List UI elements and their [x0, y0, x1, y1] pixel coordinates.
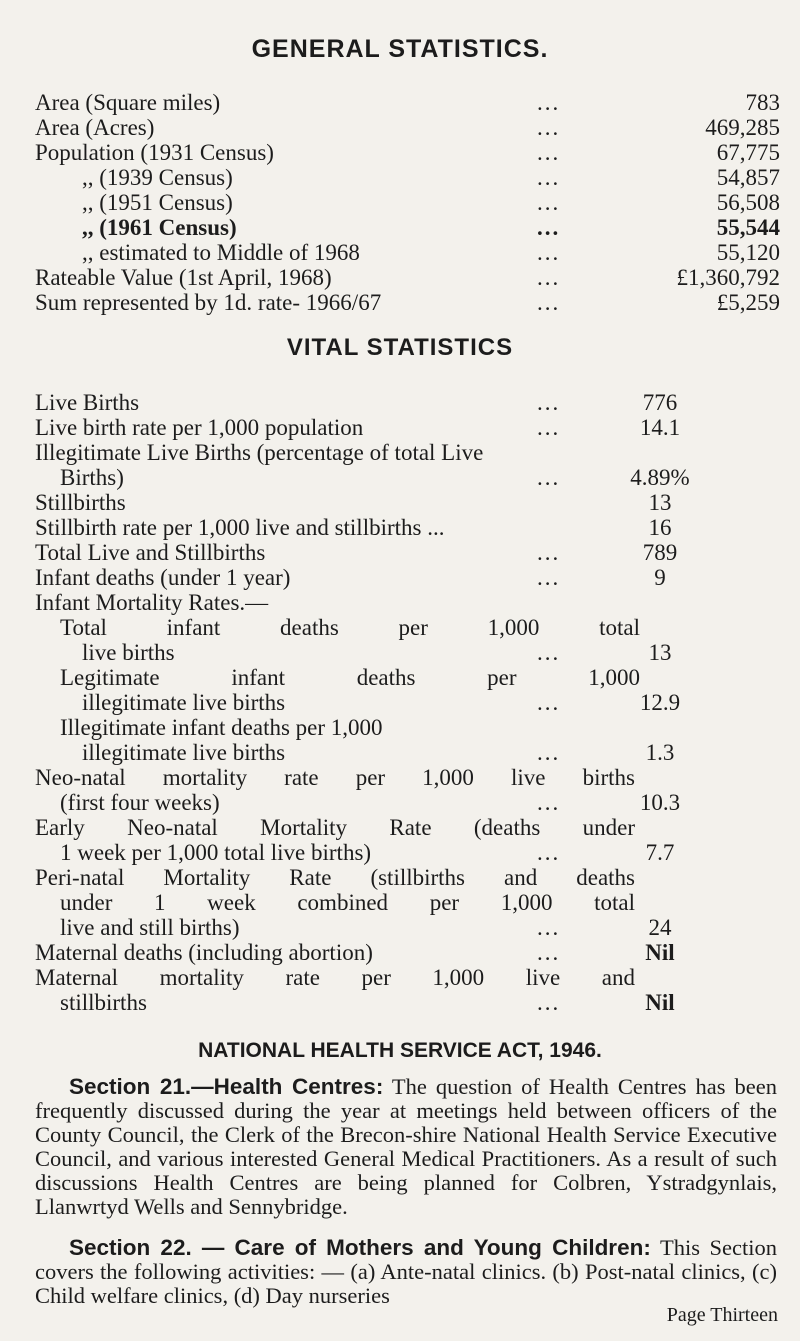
leader-dots: ... [537, 740, 561, 765]
stat-value: 1.3 [645, 740, 675, 765]
stat-row [0, 215, 800, 241]
leader-dots: ... [537, 90, 561, 115]
leader-dots: ... [537, 990, 561, 1015]
stat-label: Live Births [35, 390, 140, 415]
leader-dots: ... [537, 915, 561, 940]
leader-dots: ... [537, 165, 561, 190]
stat-row [0, 740, 800, 766]
stat-row [0, 640, 800, 666]
stat-value: 55,544 [716, 215, 780, 240]
stat-row [0, 690, 800, 716]
leader-dots: ... [537, 140, 561, 165]
stat-label: Rateable Value (1st April, 1968) [35, 265, 332, 290]
leader-dots: ... [537, 690, 561, 715]
stat-label: live births [82, 640, 175, 665]
stat-row [0, 390, 800, 416]
stat-row [0, 165, 800, 191]
stat-row [0, 715, 800, 741]
stat-row [0, 290, 800, 316]
stat-label: Legitimate infant deaths per 1,000 [60, 665, 640, 690]
stat-label: illegitimate live births [82, 690, 286, 715]
stat-row [0, 240, 800, 266]
stat-label: Area (Acres) [35, 115, 155, 140]
stat-label: (first four weeks) [60, 790, 220, 815]
stat-label: Stillbirth rate per 1,000 live and stillbirths ... [35, 515, 445, 540]
stat-value: Nil [645, 940, 675, 965]
stat-label: 1 week per 1,000 total live births) [60, 840, 372, 865]
stat-row [0, 915, 800, 941]
stat-value: £5,259 [716, 290, 780, 315]
stat-label: Population (1931 Census) [35, 140, 274, 165]
stat-value: 776 [642, 390, 678, 415]
leader-dots: ... [537, 640, 561, 665]
stat-value: 55,120 [716, 240, 780, 265]
stat-label: Neo-natal mortality rate per 1,000 live births [35, 765, 635, 790]
leader-dots: ... [537, 390, 561, 415]
stat-row [0, 790, 800, 816]
stat-row [0, 940, 800, 966]
stat-value: 67,775 [716, 140, 780, 165]
stat-label: Maternal mortality rate per 1,000 live and [35, 965, 635, 990]
stat-label: Births) [60, 465, 124, 490]
stat-row [0, 440, 800, 466]
section-22-title: Section 22. — Care of Mothers and Young Children: [69, 1234, 651, 1260]
stat-label: ,, (1961 Census) [82, 215, 237, 240]
stat-row [0, 565, 800, 591]
stat-label: Maternal deaths (including abortion) [35, 940, 373, 965]
section-21-text: The question of Health Centres has been frequently discussed during the year at meetings held between officers of the County Council, the Clerk of the Brecon-shire National Health Service Executive Council, and various interested General Medical Practitioners. As a result of such discussions Health Centres are being planned for Colbren, Ystradgynlais, Llanwrtyd Wells and Sennybridge. [35, 1073, 778, 1219]
leader-dots: ... [537, 115, 561, 140]
stat-value: 7.7 [645, 840, 675, 865]
stat-label: Infant Mortality Rates.— [35, 590, 269, 615]
stat-value: 56,508 [716, 190, 780, 215]
stat-value: 24 [648, 915, 672, 940]
stat-row [0, 590, 800, 616]
stat-row [0, 515, 800, 541]
stat-label: ,, (1939 Census) [82, 165, 233, 190]
stat-label: Illegitimate Live Births (percentage of total Live [35, 440, 484, 465]
leader-dots: ... [537, 540, 561, 565]
leader-dots: ... [537, 190, 561, 215]
vital-statistics-heading: VITAL STATISTICS [286, 334, 514, 361]
stat-label: Infant deaths (under 1 year) [35, 565, 291, 590]
stat-row [0, 115, 800, 141]
page-number: Page Thirteen [666, 1304, 778, 1326]
stat-label: Total infant deaths per 1,000 total [60, 615, 640, 640]
stat-label: Area (Square miles) [35, 90, 221, 115]
stat-row [0, 540, 800, 566]
stat-label: Total Live and Stillbirths [35, 540, 266, 565]
stat-row [0, 415, 800, 441]
stat-value: 10.3 [639, 790, 681, 815]
stat-label: Peri-natal Mortality Rate (stillbirths and deaths [35, 865, 635, 890]
stat-value: £1,360,792 [676, 265, 780, 290]
stat-label: Live birth rate per 1,000 population [35, 415, 364, 440]
stat-label: under 1 week combined per 1,000 total [60, 890, 635, 915]
stat-row [0, 140, 800, 166]
leader-dots: ... [537, 215, 561, 240]
stat-row [0, 815, 800, 841]
leader-dots: ... [537, 240, 561, 265]
leader-dots: ... [537, 940, 561, 965]
stat-row [0, 615, 800, 641]
stat-label: Early Neo-natal Mortality Rate (deaths under [35, 815, 635, 840]
stat-label: illegitimate live births [82, 740, 286, 765]
stat-label: live and still births) [60, 915, 240, 940]
stat-label: stillbirths [60, 990, 147, 1015]
stat-value: 9 [654, 565, 666, 590]
stat-value: 16 [648, 515, 672, 540]
stat-label: Sum represented by 1d. rate- 1966/67 [35, 290, 382, 315]
stat-row [0, 665, 800, 691]
stat-row [0, 265, 800, 291]
nhs-act-heading: NATIONAL HEALTH SERVICE ACT, 1946. [198, 1039, 602, 1062]
stat-value: 54,857 [716, 165, 780, 190]
stat-row [0, 765, 800, 791]
stat-value: 4.89% [630, 465, 690, 490]
stat-row [0, 90, 800, 116]
stat-value: 13 [648, 640, 672, 665]
stat-label: ,, estimated to Middle of 1968 [82, 240, 360, 265]
leader-dots: ... [537, 290, 561, 315]
stat-row [0, 190, 800, 216]
stat-label: Stillbirths [35, 490, 126, 515]
stat-label: ,, (1951 Census) [82, 190, 233, 215]
stat-row [0, 840, 800, 866]
stat-row [0, 865, 800, 891]
section-22-text: This Section covers the following activities: — (a) Ante-natal clinics. (b) Post-natal clinics, (c) Child welfare clinics, (d) Day nurseries [35, 1234, 778, 1308]
stat-value: 469,285 [705, 115, 780, 140]
stat-value: 14.1 [639, 415, 681, 440]
leader-dots: ... [537, 790, 561, 815]
leader-dots: ... [537, 840, 561, 865]
general-statistics-heading: GENERAL STATISTICS. [251, 35, 549, 63]
stat-label: Illegitimate infant deaths per 1,000 [60, 715, 383, 740]
stat-value: Nil [645, 990, 675, 1015]
stat-row [0, 465, 800, 491]
stat-value: 789 [642, 540, 678, 565]
stat-value: 13 [648, 490, 672, 515]
leader-dots: ... [537, 565, 561, 590]
section-21-title: Section 21.—Health Centres: [69, 1073, 384, 1099]
leader-dots: ... [537, 415, 561, 440]
stat-value: 783 [745, 90, 780, 115]
stat-value: 12.9 [639, 690, 681, 715]
leader-dots: ... [537, 465, 561, 490]
leader-dots: ... [537, 265, 561, 290]
stat-row [0, 490, 800, 516]
stat-row [0, 890, 800, 916]
